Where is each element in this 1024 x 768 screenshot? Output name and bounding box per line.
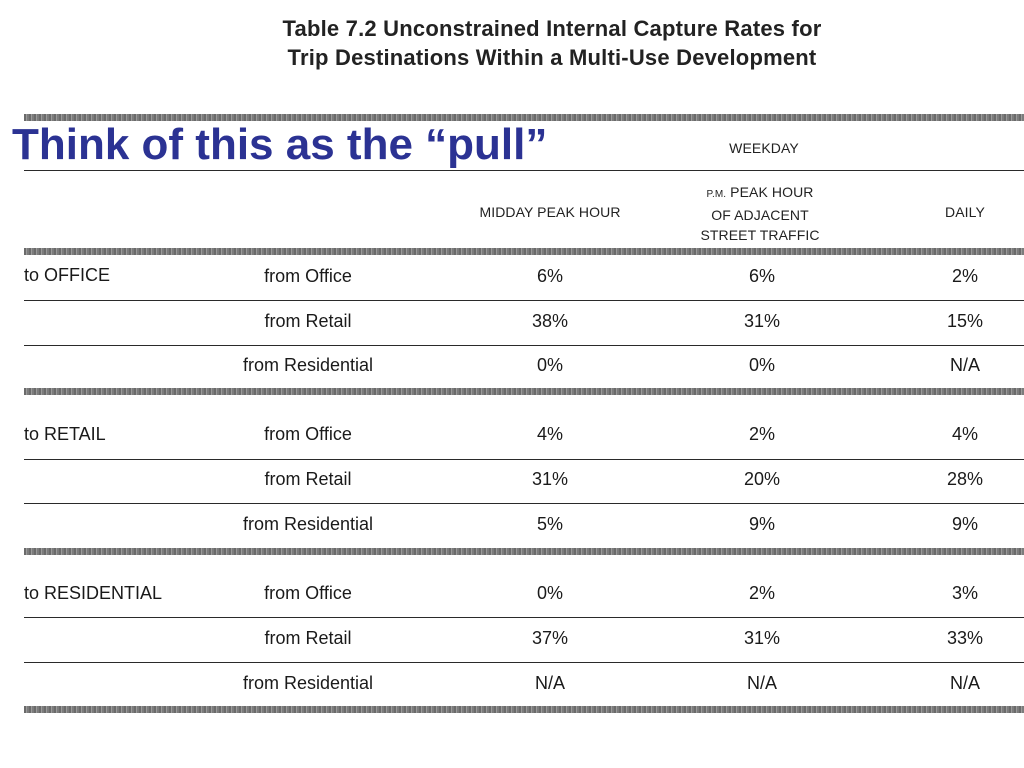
cell-daily: 4% xyxy=(951,424,978,444)
header-bottom-rule xyxy=(24,248,1024,255)
header-weekday: WEEKDAY xyxy=(729,140,799,156)
group-label-residential: to RESIDENTIAL xyxy=(24,583,163,603)
cell-pm: 0% xyxy=(748,355,775,375)
header-pm-line1: PEAK HOUR xyxy=(730,184,814,200)
row-from-label: from Residential xyxy=(242,673,374,693)
cell-daily: 28% xyxy=(946,469,984,489)
cell-midday: 5% xyxy=(536,514,563,534)
group-divider-rule xyxy=(24,548,1024,555)
cell-pm: 31% xyxy=(743,628,781,648)
group-divider-rule xyxy=(24,388,1024,395)
row-from-label: from Retail xyxy=(264,311,352,331)
cell-midday: 0% xyxy=(536,355,563,375)
cell-pm: 2% xyxy=(748,424,775,444)
cell-midday: 4% xyxy=(536,424,563,444)
row-from-label: from Retail xyxy=(264,469,352,489)
cell-daily: 9% xyxy=(951,514,978,534)
cell-daily: 15% xyxy=(946,311,984,331)
cell-midday: 38% xyxy=(531,311,569,331)
table-bottom-rule xyxy=(24,706,1024,713)
cell-daily: N/A xyxy=(949,673,980,693)
row-divider xyxy=(24,300,1024,301)
cell-daily: 33% xyxy=(946,628,984,648)
row-divider xyxy=(24,662,1024,663)
cell-daily: 2% xyxy=(951,266,978,286)
cell-daily: 3% xyxy=(951,583,978,603)
cell-daily: N/A xyxy=(949,355,980,375)
header-pm-prefix: P.M. xyxy=(706,189,727,200)
cell-midday: 0% xyxy=(536,583,563,603)
table-title-line2: Trip Destinations Within a Multi-Use Development xyxy=(287,45,817,70)
row-from-label: from Retail xyxy=(264,628,352,648)
header-pm-peak-hour xyxy=(660,182,860,245)
cell-pm: 20% xyxy=(743,469,781,489)
table-title xyxy=(0,14,1024,72)
header-divider xyxy=(24,170,1024,171)
row-from-label: from Office xyxy=(264,266,352,286)
cell-pm: 31% xyxy=(743,311,781,331)
row-divider xyxy=(24,459,1024,460)
row-from-label: from Residential xyxy=(242,355,374,375)
cell-pm: 9% xyxy=(748,514,775,534)
header-pm-line2: OF ADJACENT xyxy=(711,207,809,223)
row-from-label: from Residential xyxy=(242,514,374,534)
group-label-office: to OFFICE xyxy=(24,265,111,285)
header-midday-peak-hour: MIDDAY PEAK HOUR xyxy=(479,204,621,220)
row-divider xyxy=(24,345,1024,346)
header-pm-line3: STREET TRAFFIC xyxy=(700,227,820,243)
cell-pm: 2% xyxy=(748,583,775,603)
row-from-label: from Office xyxy=(264,424,352,444)
table-title-line1: Table 7.2 Unconstrained Internal Capture Rates for xyxy=(282,16,822,41)
cell-midday: N/A xyxy=(534,673,565,693)
row-divider xyxy=(24,617,1024,618)
callout-text: Think of this as the “pull” xyxy=(12,120,548,169)
cell-midday: 37% xyxy=(531,628,569,648)
row-divider xyxy=(24,503,1024,504)
cell-pm: N/A xyxy=(746,673,777,693)
cell-midday: 6% xyxy=(536,266,563,286)
group-label-retail: to RETAIL xyxy=(24,424,106,444)
header-daily: DAILY xyxy=(945,204,985,220)
row-from-label: from Office xyxy=(264,583,352,603)
cell-pm: 6% xyxy=(748,266,775,286)
cell-midday: 31% xyxy=(531,469,569,489)
